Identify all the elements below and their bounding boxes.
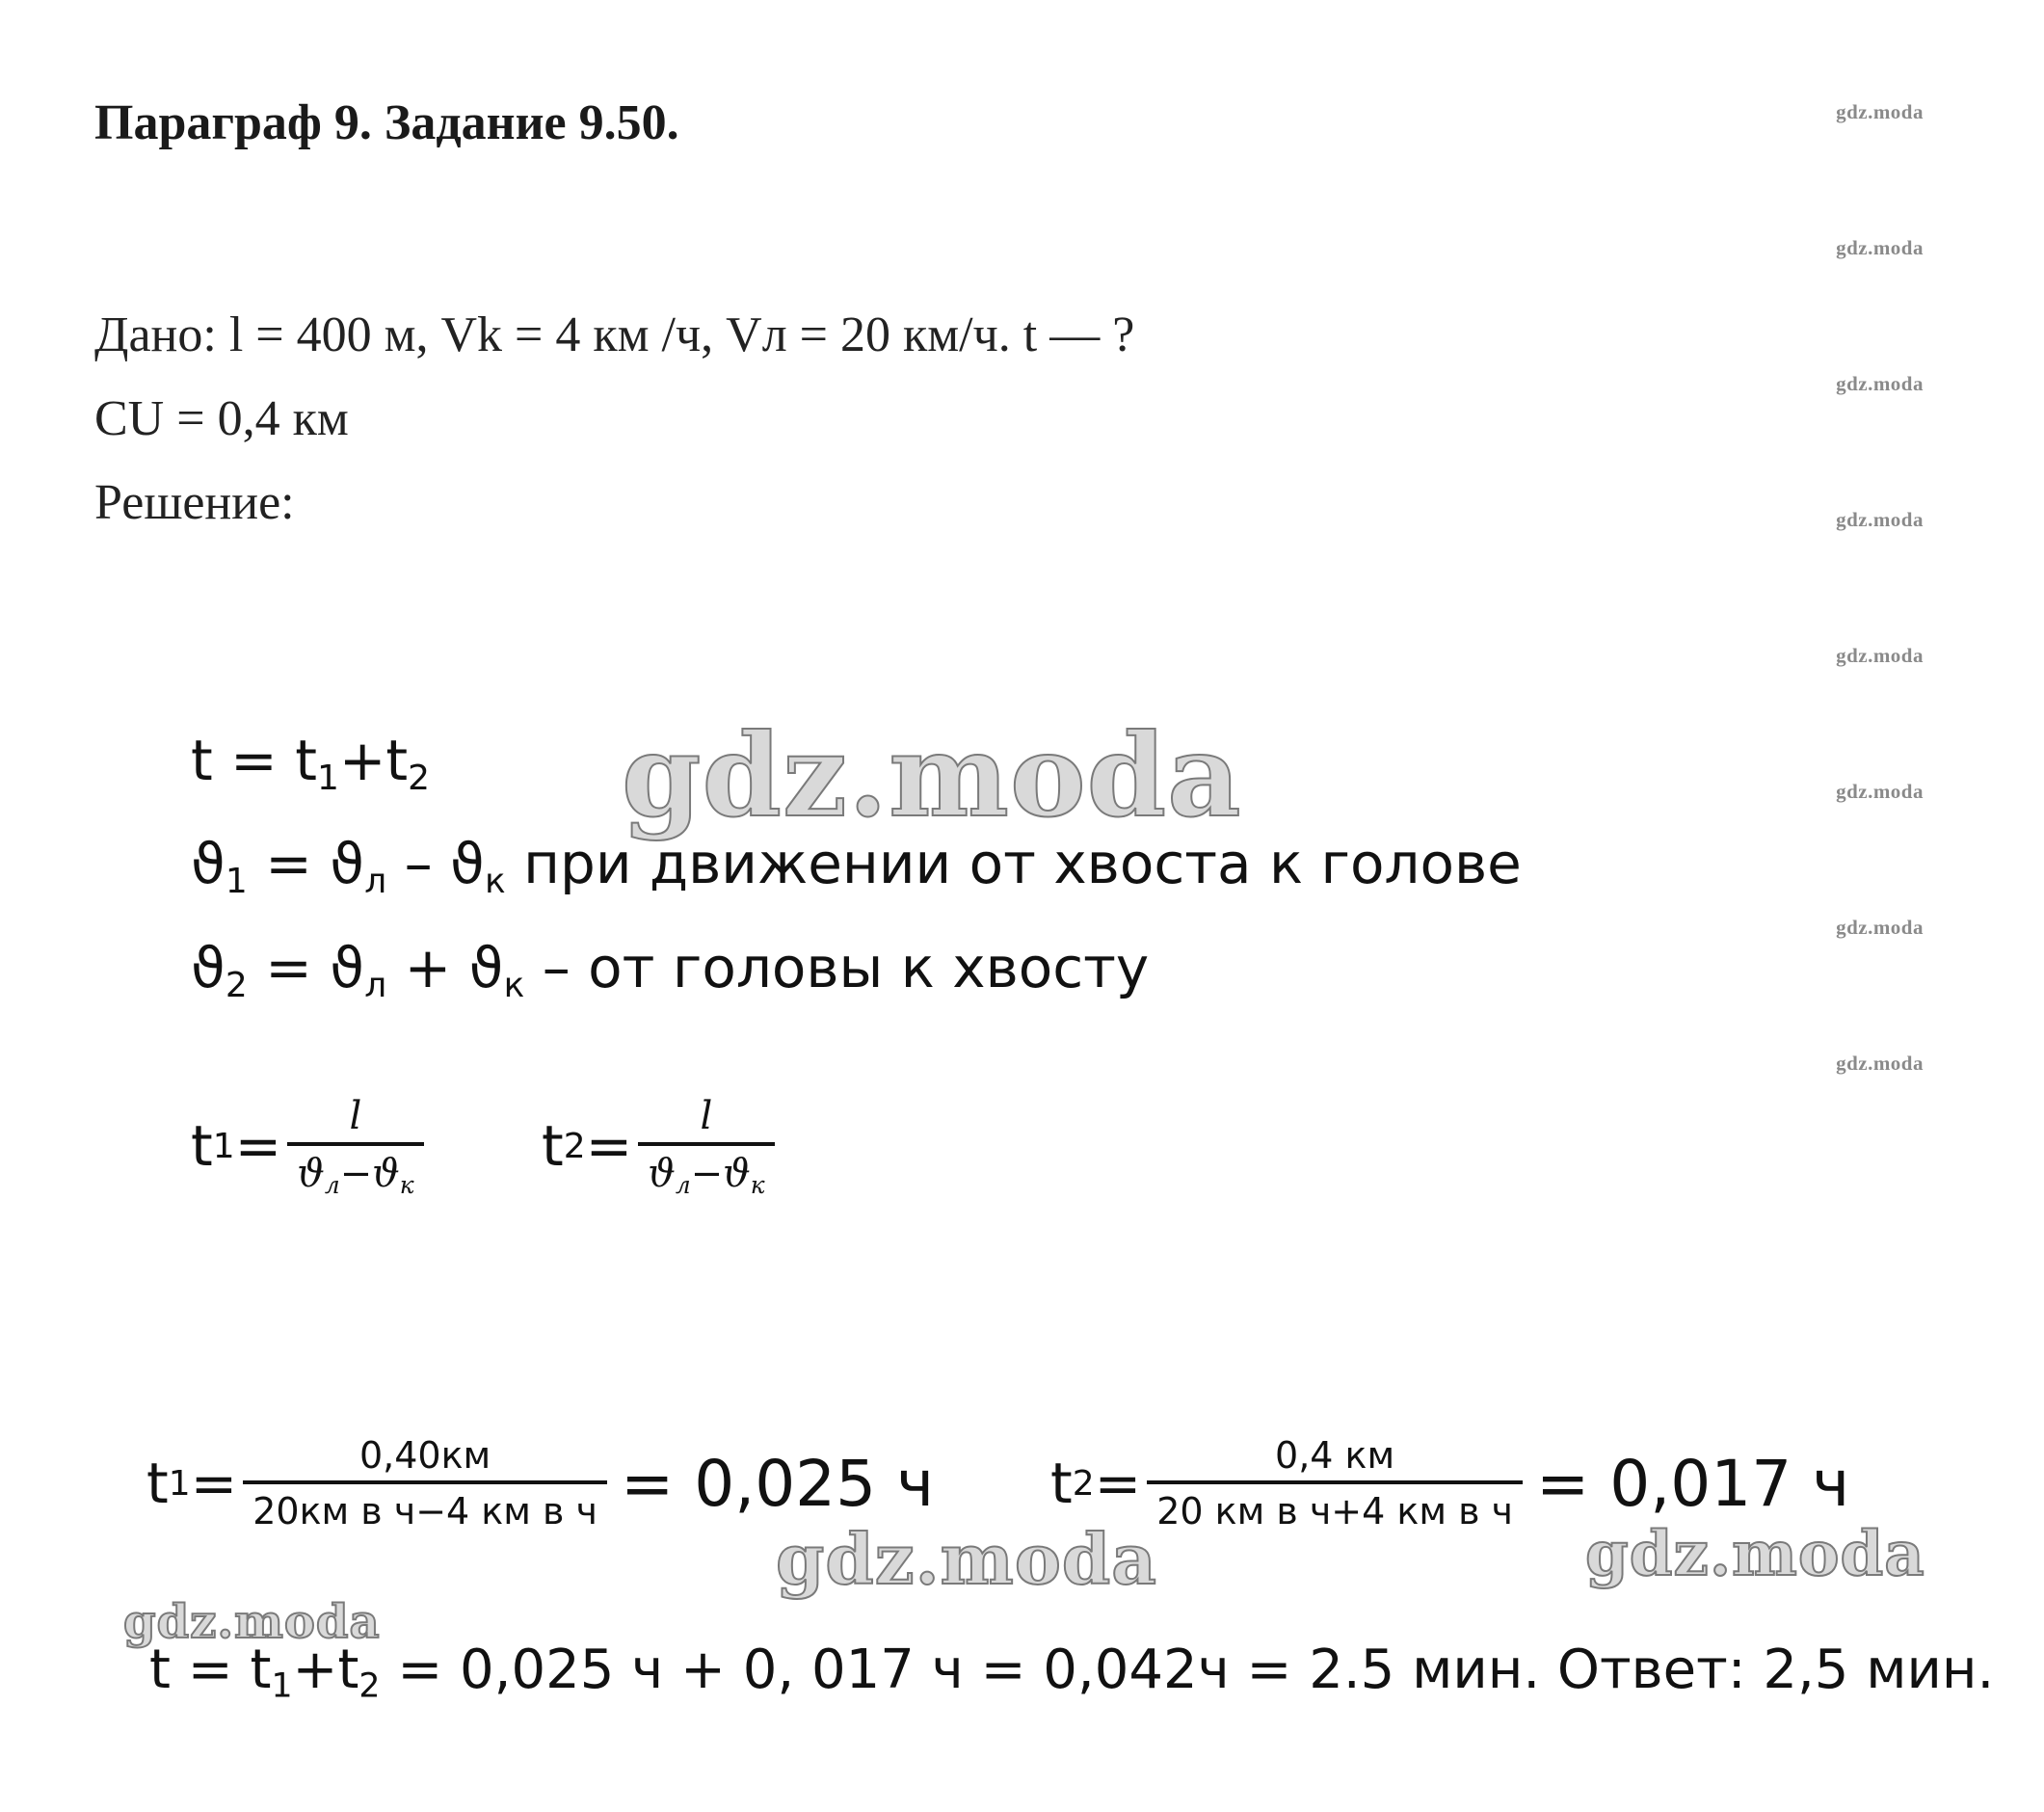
subscript: 1 [271,1666,293,1706]
formula-text: t [1050,1451,1073,1516]
subscript: 1 [212,1126,235,1166]
subscript: 2 [1072,1463,1095,1504]
given-cu-line: CU = 0,4 км [94,391,349,446]
numerator: 0,4 км [1275,1434,1395,1477]
final-answer [149,1639,1994,1706]
formula-text: + ϑ [386,935,504,1000]
formula-velocity-1 [191,831,1522,901]
subscript: 1 [225,862,248,902]
formula-text: – от головы к хвосту [524,935,1150,1000]
subscript: 2 [225,966,248,1006]
formula-text: = ϑ [247,831,365,896]
subscript: 2 [358,1666,381,1706]
fraction [243,1434,607,1532]
numerator: l [700,1094,713,1138]
watermark-small: gdz.moda [1836,1052,1924,1075]
watermark-small: gdz.moda [1836,644,1924,667]
formula-text: t [146,1451,169,1516]
theta-symbol: ϑ [191,831,226,896]
watermark-small: gdz.moda [1836,508,1924,531]
formula-t2-general [542,1094,781,1199]
theta-symbol: ϑ [191,935,226,1000]
denominator: $ϑ_л-ϑ_к$ [297,1152,414,1199]
subscript: к [503,966,525,1006]
formula-text: = [585,1113,633,1180]
formula-velocity-2 [191,935,1149,1005]
formula-text: = [1094,1451,1142,1516]
formula-text: +t [338,728,409,793]
formula-text: при движении от хвоста к голове [505,831,1522,896]
formula-text: t = t [149,1639,272,1701]
given-line: Дано: l = 400 м, Vk = 4 км /ч, Vл = 20 км/ч. t — ? [94,307,1135,362]
formula-text: – ϑ [386,831,485,896]
watermark-small: gdz.moda [1836,236,1924,259]
formula-text: = 0,025 ч + 0, 017 ч = 0,042ч = 2.5 мин. Ответ: 2,5 мин. [380,1639,1995,1701]
subscript: 2 [563,1126,586,1166]
subscript: 1 [168,1463,191,1504]
numerator: l [349,1094,362,1138]
fraction [638,1094,774,1199]
watermark-large: gdz.moda [622,708,1242,842]
subscript: 1 [316,759,339,799]
formula-text: +t [292,1639,359,1701]
watermark-small: gdz.moda [1836,100,1924,123]
denominator: 20 км в ч+4 км в ч [1156,1490,1514,1532]
formula-text: t = t [191,728,317,793]
watermark-small: gdz.moda [1836,780,1924,803]
watermark-small: gdz.moda [1836,372,1924,395]
result: = 0,025 ч [620,1446,935,1521]
subscript: л [364,862,387,902]
denominator: 20км в ч−4 км в ч [252,1490,597,1532]
formula-text: t [542,1113,564,1180]
subscript: 2 [408,759,431,799]
page-title: Параграф 9. Задание 9.50. [94,95,679,150]
solution-label: Решение: [94,475,295,530]
subscript: к [484,862,506,902]
formula-text: = [190,1451,238,1516]
formula-text: = ϑ [247,935,365,1000]
watermark-large: gdz.moda [1585,1518,1925,1590]
denominator: $ϑ_л-ϑ_к$ [648,1152,765,1199]
fraction [287,1094,423,1199]
numerator: 0,40км [358,1434,491,1477]
formula-time-sum [191,728,430,798]
formula-t1-general [191,1094,430,1199]
watermark-small: gdz.moda [1836,916,1924,939]
formula-text: = [234,1113,282,1180]
fraction [1147,1434,1523,1532]
result: = 0,017 ч [1536,1446,1850,1521]
subscript: л [364,966,387,1006]
formula-text: t [191,1113,213,1180]
watermark-large: gdz.moda [776,1518,1157,1600]
watermark-large: gdz.moda [123,1595,381,1649]
